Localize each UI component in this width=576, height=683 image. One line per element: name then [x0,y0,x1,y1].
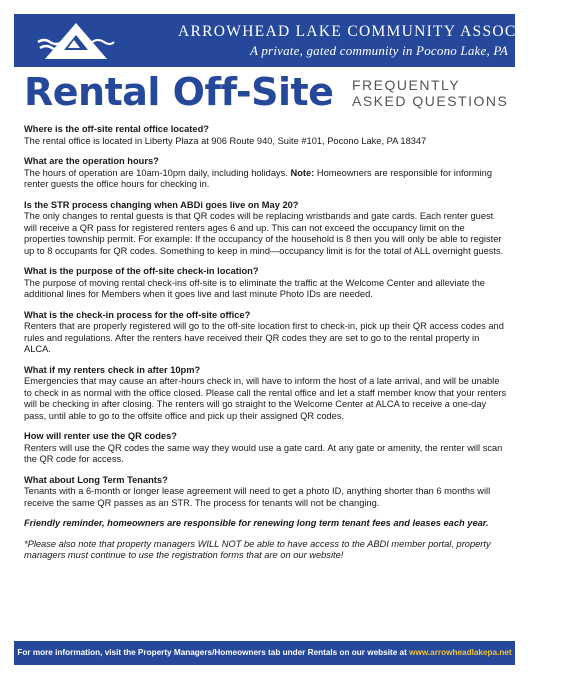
faq-answer: Renters that are properly registered will go to the off-site location first to check-in, pick up their QR access codes and rules and regulations. After the renters have received their QR codes they are set to go to the rental property in ALCA. [24,321,504,354]
footer-text: For more information, visit the Property Managers/Homeowners tab under Rentals on our website at [17,648,410,657]
faq-answer-note-label: Note: [290,167,315,178]
organization-subtitle: A private, gated community in Pocono Lake, PA [250,43,508,58]
faq-answer: The only changes to rental guests is that QR codes will be replacing wristbands and gate cards. Each renter guest will receive a QR pass for registered renters ages 6 and up. This can not exceed the occupancy limit on the properties township permit. For example: If the occupancy of the household is 8 then you will only be able to register up to 8 occupants for QR codes. Something to keep in mind—occupancy limit is for the total of ALL overnight guests. [24,211,504,256]
faq-question: What is the purpose of the off-site check-in location? [24,266,259,276]
faq-item-hours [24,156,508,191]
faq-item-after-10pm [24,365,508,423]
faq-question: How will renter use the QR codes? [24,431,177,441]
page-subtitle [352,77,512,109]
faq-section [24,124,508,562]
faq-answer: Tenants with a 6-month or longer lease agreement will need to get a photo ID, anything shorter than 6 months will receive the same QR passes as an STR. The process for tenants will not be changing. [24,486,491,508]
faq-question: What are the operation hours? [24,156,159,166]
faq-answer-text: The hours of operation are 10am-10pm daily, including holidays. [24,167,291,178]
website-link[interactable]: www.arrowheadlakepa.net [409,648,512,657]
faq-question: Is the STR process changing when ABDi goes live on May 20? [24,199,299,210]
faq-question: What about Long Term Tenants? [24,474,168,485]
footer-banner [14,641,515,665]
header-banner [14,14,576,67]
property-manager-note: *Please also note that property managers WILL NOT be able to have access to the ABDI member portal, property managers must continue to use the registration forms that are on our website! [24,538,491,560]
faq-question: What if my renters check in after 10pm? [24,364,201,375]
faq-item-location [24,124,508,147]
faq-item-str-process [24,200,508,258]
faq-question: What is the check-in process for the off-site office? [24,309,251,320]
page-title: Rental Off-Site [24,70,334,114]
faq-item-qr-usage [24,431,508,466]
faq-answer: Emergencies that may cause an after-hours check in, will have to inform the host of a late arrival, and will be unable to check in as normal with the office closed. Please call the rental office and let a staff member know that your renters will be checking in after closing. The renters will go straight to the Welcome Center at ALCA to receive a one-day pass, until able to go to the offsite office and pick up their assigned QR codes. [24,376,507,421]
faq-item-checkin-process [24,310,508,356]
faq-item-long-term [24,475,508,510]
faq-question: Where is the off-site rental office located? [24,124,209,134]
mountain-lake-logo-icon [36,20,116,62]
faq-answer [24,168,508,191]
faq-answer-text: Homeowners are responsible for informing renter guests the office hours for checking in. [24,167,493,189]
subtitle-line-2: ASKED QUESTIONS [352,93,509,109]
faq-answer: The rental office is located in Liberty Plaza at 906 Route 940, Suite #101, Pocono Lake, PA 18347 [24,135,427,146]
subtitle-line-1: FREQUENTLY [352,77,461,93]
faq-item-purpose [24,266,508,301]
faq-answer: Renters will use the QR codes the same way they would use a gate card. At any gate or amenity, the renter will scan the QR code for access. [24,442,503,464]
faq-answer: The purpose of moving rental check-ins off-site is to eliminate the traffic at the Welcome Center and alleviate the additional lines for Members when it goes live and last minute Photo IDs are needed. [24,277,485,299]
friendly-reminder: Friendly reminder, homeowners are responsible for renewing long term tenant fees and leases each year. [24,518,489,528]
organization-name: ARROWHEAD LAKE COMMUNITY ASSOCIATION [178,23,576,40]
